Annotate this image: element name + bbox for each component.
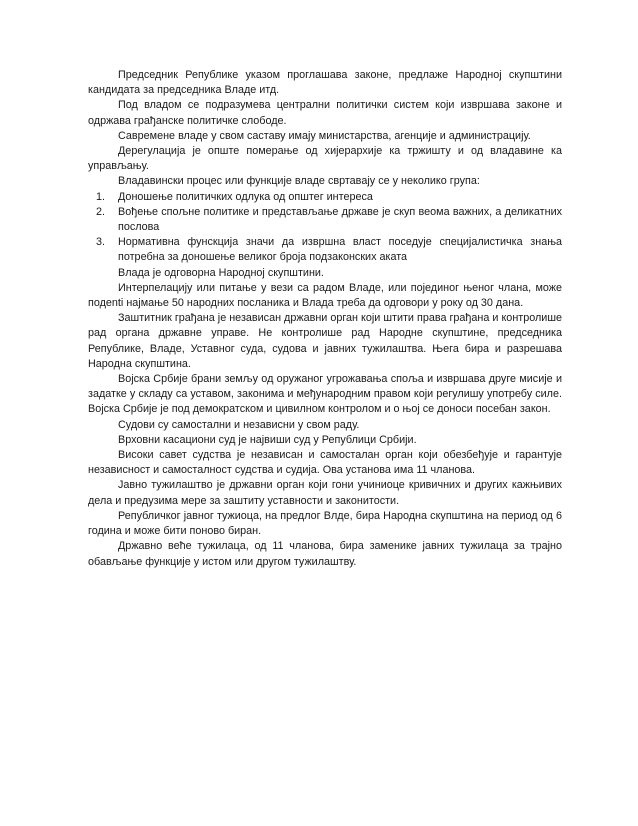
paragraph-ombudsman: Заштитник грађана је независан државни орган који штити права грађана и контролише рад органа државне управе. Не контролише рад Народне скупштине, председника Републике, Владе, Уставног суда, судова и јавних тужилаштва. Њега бира и разрешава Народна скупштина. bbox=[88, 312, 562, 370]
paragraph-government-definition: Под владом се подразумева централни политички систем који извршава законе и одржава грађанске политичке слободе. bbox=[88, 99, 562, 127]
paragraph-state-prosecutors-council: Државно веће тужилаца, од 11 чланова, бира заменике јавних тужилаца за трајно обављање функције у истом или другом тужилаштву. bbox=[88, 540, 562, 568]
functions-list bbox=[88, 190, 562, 266]
paragraph-modern-governments: Савремене владе у свом саставу имају министарства, агенције и администрацију. bbox=[118, 129, 531, 142]
paragraph-deregulation: Дерегулација је опште померање од хијерархије ка тржишту и од владавине ка управљању. bbox=[88, 145, 562, 173]
paragraph-interpellation: Интерпелацију или питање у вези са радом Владе, или појединог њеног члана, може подenti најмање 50 народних посланика и Влада треба да одговори у року од 30 дана. bbox=[88, 281, 562, 310]
list-item bbox=[88, 190, 562, 205]
list-item-text: Вођење спољне политике и представљање државе је скуп веома важних, а деликатних послова bbox=[118, 205, 562, 234]
document-body bbox=[88, 68, 562, 570]
list-item-text: Доношење политичких одлука од општег интереса bbox=[118, 190, 373, 203]
paragraph-public-prosecution: Јавно тужилаштво је државни орган који гони учиниоце кривичних и других кажњивих дела и предузима мере за заштиту уставности и законитости. bbox=[88, 479, 562, 507]
paragraph-army: Војска Србије брани земљу од оружаног угрожавања споља и извршава друге мисије и задатке у складу са уставом, законима и међународним правом који регулишу употребу силе. Војска Србије је под демократском и цивилном контролом и о њој се доноси посебан закон. bbox=[88, 373, 562, 416]
paragraph-courts-independent: Судови су самостални и независни у свом раду. bbox=[118, 418, 360, 431]
paragraph-president: Председник Републике указом проглашава законе, предлаже Народној скупштини кандидата за председника Владе итд. bbox=[88, 69, 562, 97]
list-item-number: 2. bbox=[96, 205, 106, 218]
paragraph-republic-prosecutor: Републичког јавног тужиоца, на предлог Влде, бира Народна скупштина на период од 6 година и може бити поново биран. bbox=[88, 509, 562, 538]
paragraph-government-functions: Владавински процес или функције владе свртавaју се у неколико група: bbox=[118, 175, 480, 188]
list-item-number: 1. bbox=[96, 190, 106, 203]
paragraph-supreme-court: Врховни касациони суд је највиши суд у Републици Србији. bbox=[118, 433, 417, 446]
paragraph-government-responsibility: Влада је одговорна Народној скупштини. bbox=[118, 266, 324, 279]
list-item-text: Нормативна фунскција значи да извршна власт поседује специјалистичка знања потребна за доношење великог броја подзаконских аката bbox=[118, 236, 562, 264]
paragraph-high-judicial-council: Високи савет судства је независан и самосталан орган који обезбеђује и гарантује независност и самосталност судства и судија. Ова установа има 11 чланова. bbox=[88, 449, 562, 477]
list-item bbox=[88, 205, 562, 235]
list-item bbox=[88, 235, 562, 265]
list-item-number: 3. bbox=[96, 236, 106, 249]
